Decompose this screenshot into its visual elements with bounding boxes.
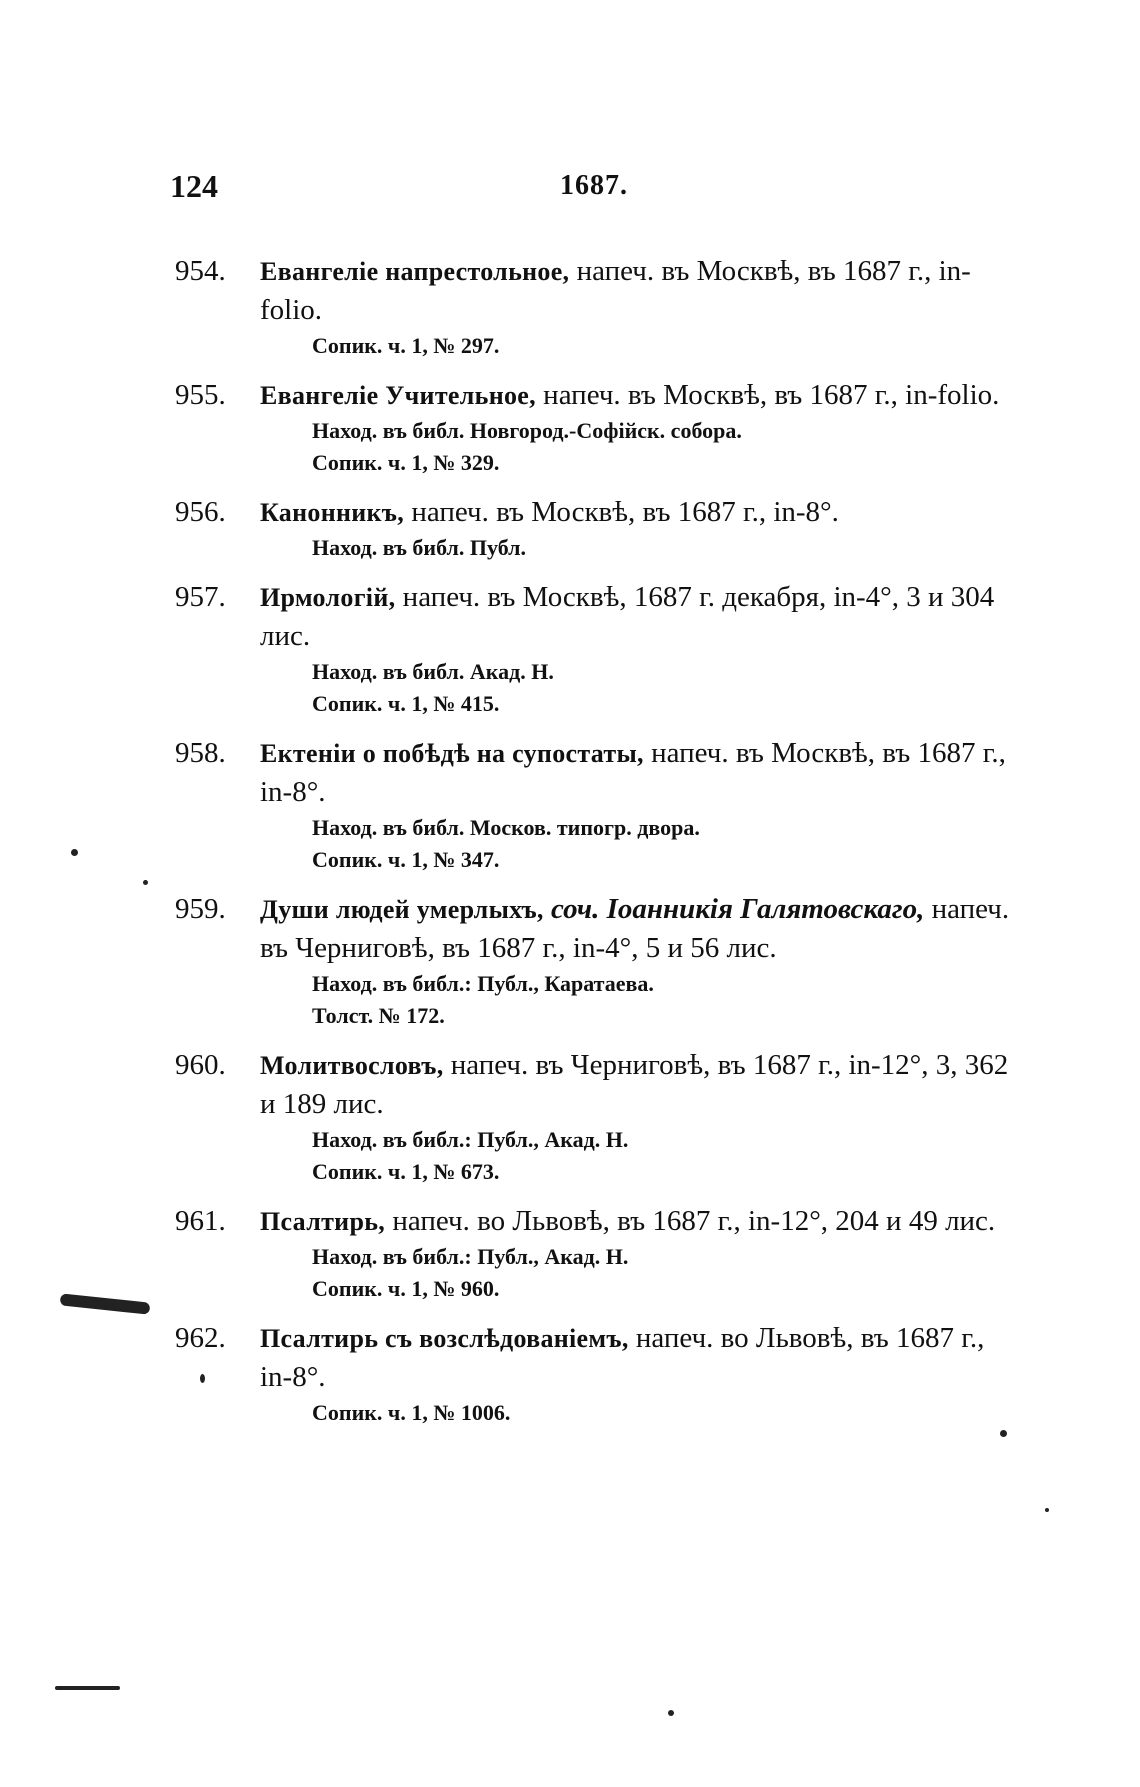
entry-note: Сопик. ч. 1, № 673. [312, 1159, 500, 1184]
catalog-entry [175, 1046, 1015, 1188]
entry-main-line [175, 376, 1015, 415]
entry-title: Псалтирь, [260, 1207, 386, 1236]
entry-note: Сопик. ч. 1, № 1006. [312, 1400, 511, 1425]
entry-note: Сопик. ч. 1, № 329. [312, 450, 500, 475]
entry-title: Души людей умерлыхъ, [260, 895, 544, 924]
ink-speck [71, 849, 78, 856]
catalog-entry [175, 252, 1015, 362]
catalog-entry [175, 578, 1015, 720]
entry-number: 962. [175, 1322, 226, 1354]
ink-speck [1000, 1430, 1007, 1437]
ink-blot [60, 1293, 151, 1314]
entry-title: Молитвословъ, [260, 1051, 444, 1080]
entry-title: Псалтирь съ возслѣдованіемъ, [260, 1324, 629, 1353]
catalog-entry [175, 376, 1015, 479]
entry-note: Наход. въ библ. Москов. типогр. двора. [312, 815, 700, 840]
entry-imprint: напеч. въ Москвѣ, въ 1687 г., in-8°. [404, 496, 839, 528]
entry-title: Евангеліе Учительное, [260, 381, 536, 410]
entry-imprint: напеч. во Львовѣ, въ 1687 г., in-12°, 204 и 49 лис. [385, 1205, 996, 1237]
ink-speck [143, 880, 148, 885]
entry-number: 959. [175, 893, 226, 925]
entry-number: 957. [175, 581, 226, 613]
entry-note: Наход. въ библ. Акад. Н. [312, 659, 554, 684]
entry-number: 954. [175, 255, 226, 287]
entry-imprint: напеч. въ Черниговѣ, въ 1687 г., in-4°, 5 и 56 лис. [260, 893, 1010, 964]
ink-speck [200, 1374, 205, 1383]
entry-note: Наход. въ библ. Публ. [312, 535, 527, 560]
entry-main-line [175, 890, 1015, 968]
ink-speck [668, 1710, 674, 1716]
entry-note: Наход. въ библ.: Публ., Акад. Н. [312, 1244, 629, 1269]
entry-imprint: напеч. въ Черниговѣ, въ 1687 г., in-12°, 3, 362 и 189 лис. [260, 1049, 1009, 1120]
page-number: 124 [170, 168, 218, 204]
entry-imprint: напеч. во Львовѣ, въ 1687 г., in-8°. [260, 1322, 985, 1393]
entry-title: Евангеліе напрестольное, [260, 257, 570, 286]
page-header [170, 168, 910, 208]
entry-imprint: напеч. въ Москвѣ, въ 1687 г., in-8°. [260, 737, 1006, 808]
entry-note: Толст. № 172. [312, 1003, 445, 1028]
catalog-entry [175, 493, 1015, 564]
entry-number: 960. [175, 1049, 226, 1081]
entry-number: 955. [175, 379, 226, 411]
entry-main-line [175, 1046, 1015, 1124]
entry-imprint: напеч. въ Москвѣ, въ 1687 г., in-folio. [260, 255, 971, 326]
entry-imprint: напеч. въ Москвѣ, 1687 г. декабря, in-4°, 3 и 304 лис. [260, 581, 995, 652]
entry-main-line [175, 1319, 1015, 1397]
entry-main-line [175, 1202, 1015, 1241]
catalog-entry [175, 1319, 1015, 1429]
entry-note: Сопик. ч. 1, № 415. [312, 691, 500, 716]
entry-title: Ектеніи о побѣдѣ на супостаты, [260, 739, 644, 768]
entry-note: Сопик. ч. 1, № 297. [312, 333, 500, 358]
entry-number: 961. [175, 1205, 226, 1237]
catalog-entry [175, 1202, 1015, 1305]
entry-number: 958. [175, 737, 226, 769]
entry-title: Канонникъ, [260, 498, 405, 527]
entry-author: соч. Іоанникія Галятовскаго, [543, 893, 925, 925]
catalog-entries [175, 252, 1015, 1443]
catalog-entry [175, 734, 1015, 876]
entry-main-line [175, 734, 1015, 812]
entry-note: Сопик. ч. 1, № 960. [312, 1276, 500, 1301]
entry-title: Ирмологій, [260, 583, 396, 612]
entry-imprint: напеч. въ Москвѣ, въ 1687 г., in-folio. [535, 379, 1000, 411]
entry-note: Сопик. ч. 1, № 347. [312, 847, 500, 872]
catalog-entry [175, 890, 1015, 1032]
entry-note: Наход. въ библ.: Публ., Каратаева. [312, 971, 654, 996]
entry-main-line [175, 252, 1015, 330]
entry-note: Наход. въ библ. Новгород.-Софійск. собора. [312, 418, 742, 443]
entry-note: Наход. въ библ.: Публ., Акад. Н. [312, 1127, 629, 1152]
entry-main-line [175, 493, 1015, 532]
entry-main-line [175, 578, 1015, 656]
entry-number: 956. [175, 496, 226, 528]
ink-dash [55, 1686, 120, 1690]
running-head: 1687. [560, 170, 628, 201]
ink-speck [1045, 1508, 1049, 1512]
